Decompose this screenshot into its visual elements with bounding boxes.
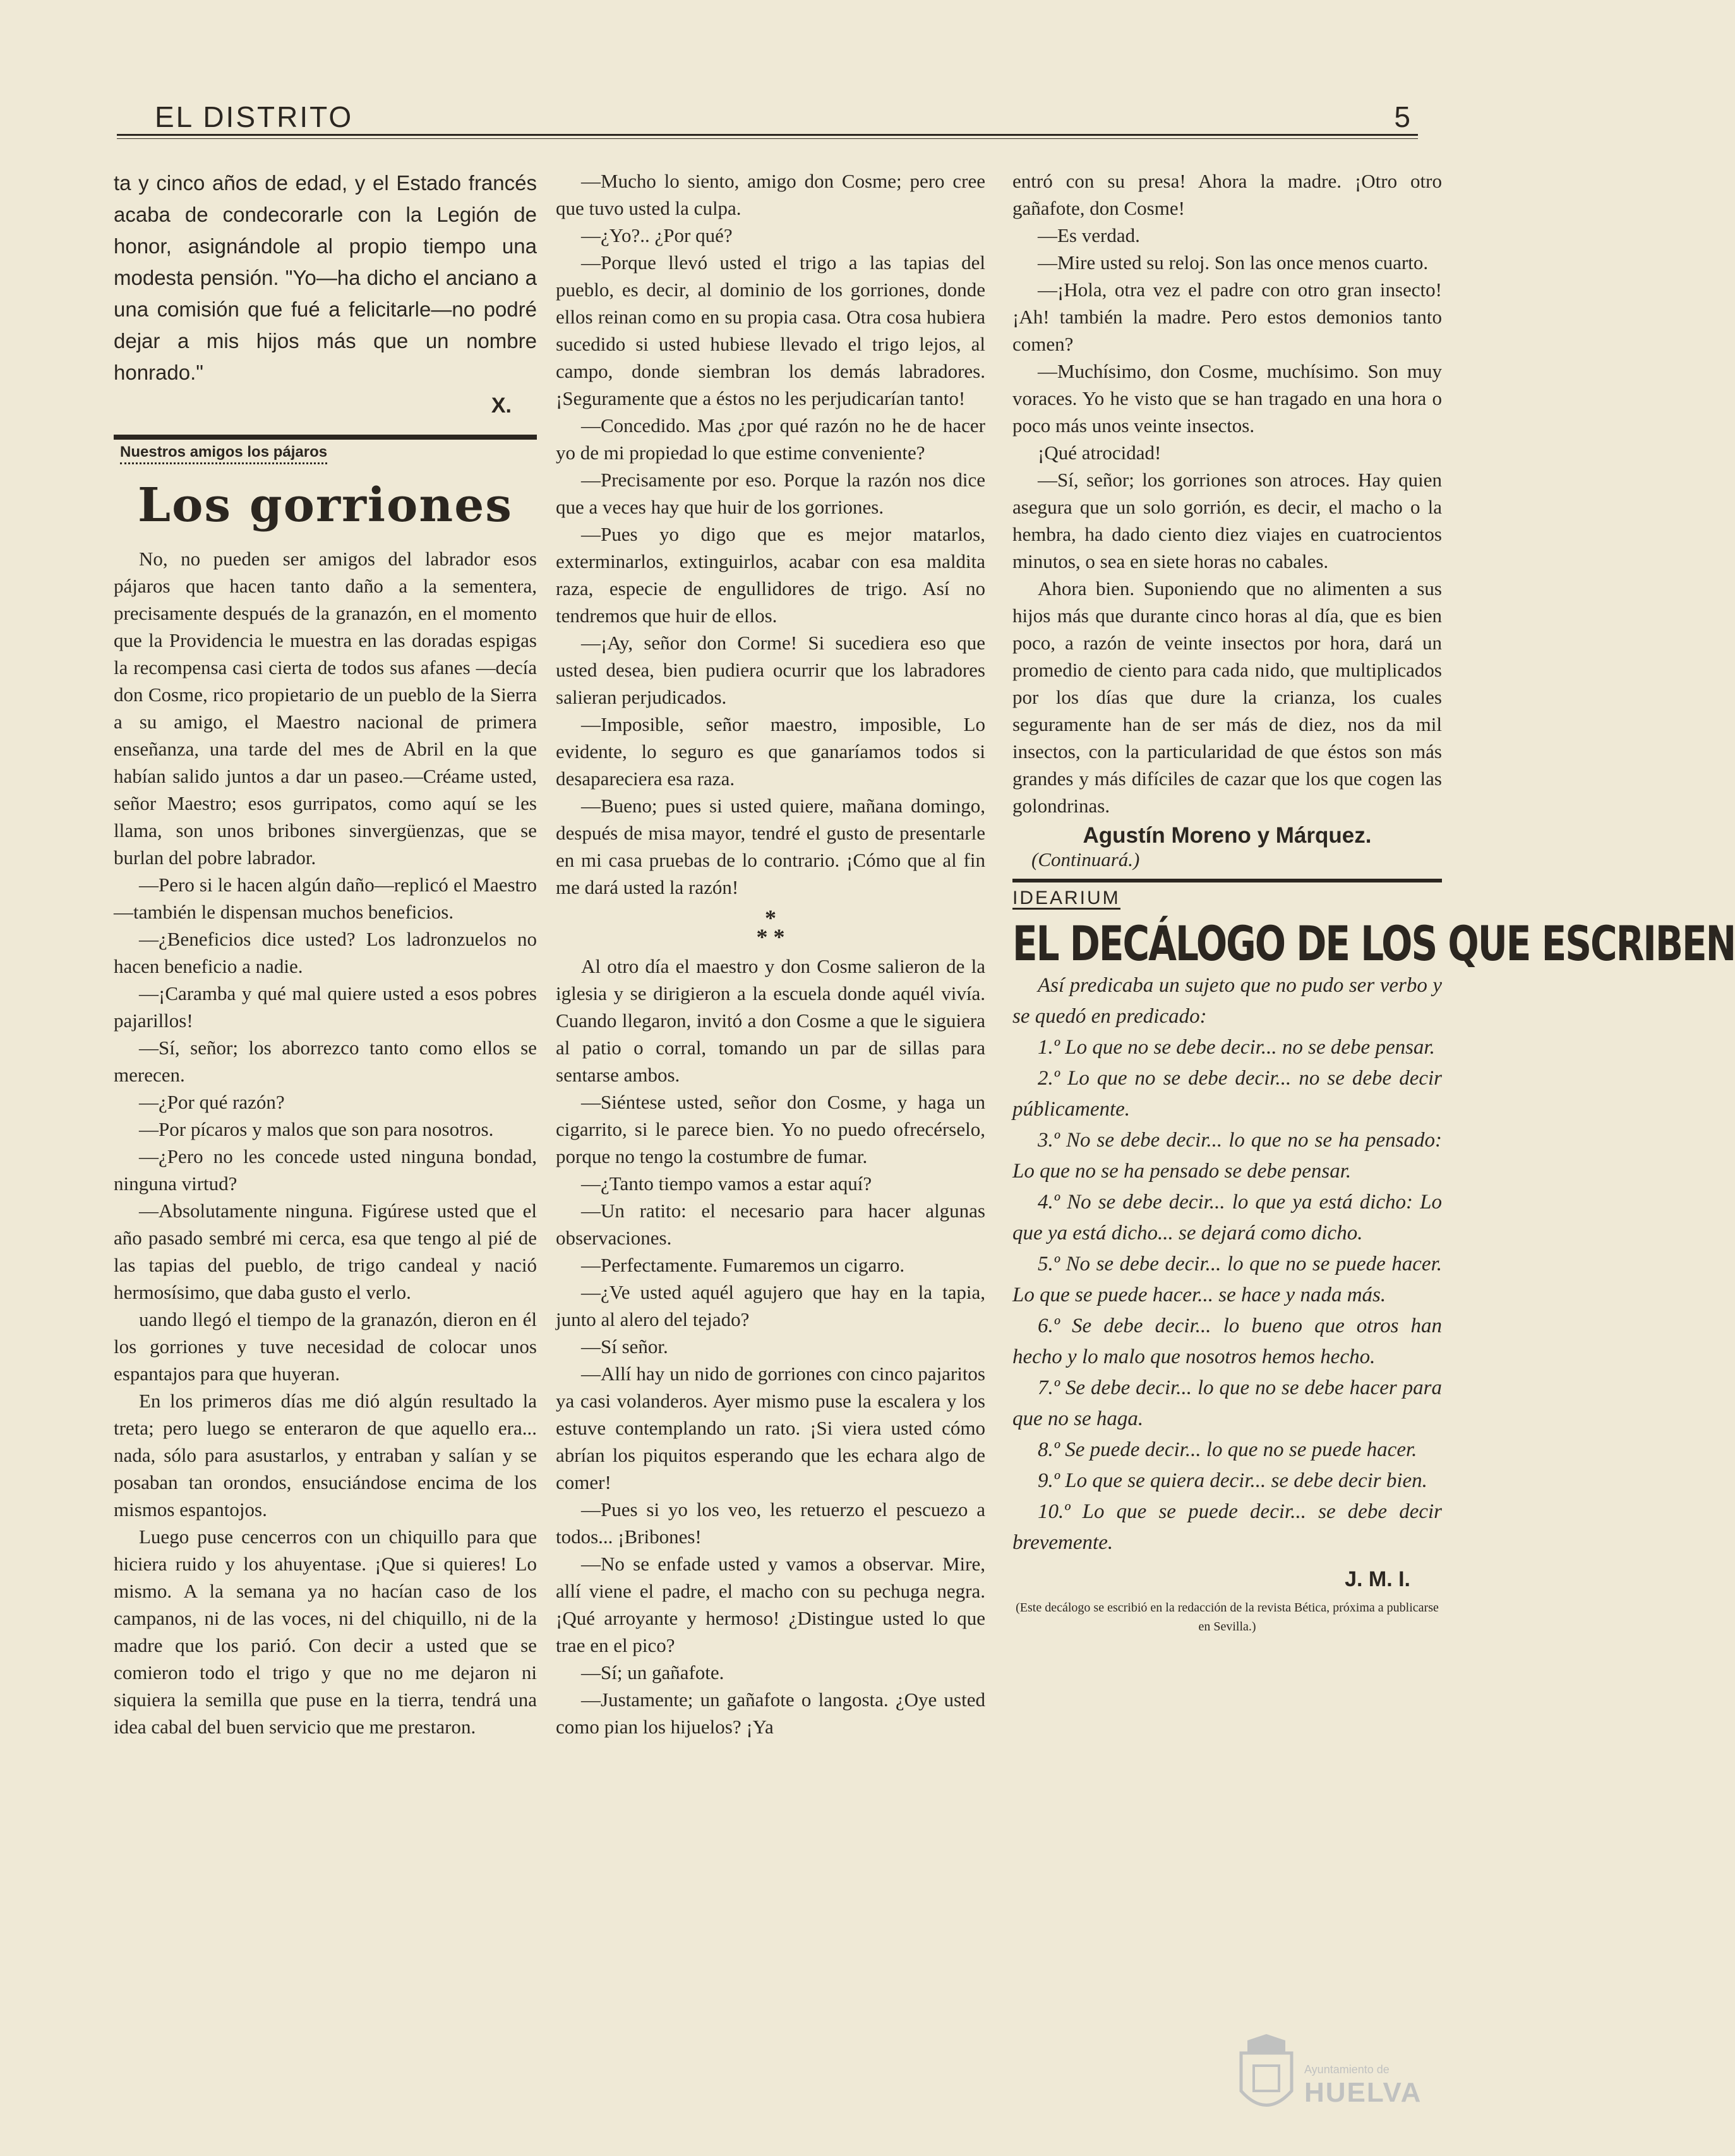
article-paragraph: —Sí señor. — [581, 1335, 668, 1358]
section-break-stars: * * * — [756, 905, 785, 949]
article-paragraph: ¡Qué atrocidad! — [1038, 442, 1162, 464]
article-paragraph: —Precisamente por eso. Porque la razón nos dice que a veces hay que huir de los gorriones. — [556, 469, 985, 518]
header-rule-thin — [117, 138, 1418, 139]
article-paragraph: Ahora bien. Suponiendo que no alimenten a sus hijos más que durante cinco horas al día, que es bien poco, a razón de veinte insectos por hora, dará un promedio de ciento para cada nido, que multiplicados por los días que dure la crianza, los cuales seguramente han de ser más de diez, nos da mil insectos, con la particularidad de que éstos son más grandes y más difíciles de cazar que los que cogen las golondrinas. — [1012, 577, 1442, 817]
article-paragraph: —Pero si le hacen algún daño—replicó el Maestro—también le dispensan muchos beneficios. — [114, 874, 537, 923]
newspaper-title: EL DISTRITO — [155, 100, 354, 133]
decalogue-item: 3.º No se debe decir... lo que no se ha pensado: Lo que no se ha pensado se debe pensar. — [1012, 1129, 1442, 1183]
article-paragraph: —¡Caramba y qué mal quiere usted a esos pobres pajarillos! — [114, 982, 537, 1032]
article-paragraph: —Mucho lo siento, amigo don Cosme; pero cree que tuvo usted la culpa. — [556, 170, 985, 219]
watermark-line2: HUELVA — [1304, 2077, 1422, 2108]
article-body — [114, 545, 537, 1740]
decalogue-item: 1.º Lo que no se debe decir... no se debe pensar. — [1038, 1036, 1435, 1059]
article-paragraph: —Por pícaros y malos que son para nosotros. — [139, 1118, 494, 1140]
article-headline: EL DECÁLOGO DE LOS QUE ESCRIBEN — [1012, 916, 1735, 972]
intro-signature: X. — [491, 394, 512, 418]
decalogue-footnote: (Este decálogo se escribió en la redacción de la revista Bética, próxima a publicarse en Sevilla.) — [1016, 1601, 1439, 1634]
page-number: 5 — [1394, 100, 1410, 133]
article-paragraph: —Un ratito: el necesario para hacer algunas observaciones. — [556, 1200, 985, 1249]
article-paragraph: —Pues yo digo que es mejor matarlos, exterminarlos, extinguirlos, acabar con esa maldita raza, especie de engullidores de trigo. Así no tendremos que huir de ellos. — [556, 523, 985, 627]
article-headline: Los gorriones — [138, 478, 513, 533]
article-paragraph: —Porque llevó usted el trigo a las tapias del pueblo, es decir, al dominio de los gorriones, donde ellos reinan como en su propia casa. Otra cosa hubiera sucedido si usted hubiese llevado el trigo lejos, al campo, donde siembran los demás labradores. ¡Seguramente que a éstos no les perjudicarían tanto! — [556, 251, 985, 409]
article-paragraph: —Concedido. Mas ¿por qué razón no he de hacer yo de mi propiedad lo que estime conveniente? — [556, 414, 985, 464]
article-paragraph: —Absolutamente ninguna. Figúrese usted que el año pasado sembré mi cerca, esa que tengo al pié de las tapias del pueblo, de trigo candeal y nació hermosísimo, que daba gusto el verlo. — [114, 1200, 537, 1303]
huelva-watermark-logo — [1235, 2034, 1443, 2129]
decalogue-list — [1012, 970, 1442, 1558]
article-paragraph: —¿Pero no les concede usted ninguna bondad, ninguna virtud? — [114, 1145, 537, 1195]
article-paragraph: —Perfectamente. Fumaremos un cigarro. — [581, 1254, 905, 1276]
article-paragraph: entró con su presa! Ahora la madre. ¡Otro otro gañafote, don Cosme! — [1012, 170, 1442, 219]
decalogue-signature: J. M. I. — [1345, 1567, 1410, 1591]
intro-paragraph: ta y cinco años de edad, y el Estado francés acaba de condecorarle con la Legión de honor, asignándole al propio tiempo una modesta pensión. "Yo—ha dicho el anciano a una comisión que fué a felicitarle—no podré dejar a mis hijos más que un nombre honrado." — [114, 171, 537, 384]
article-paragraph: —¿Beneficios dice usted? Los ladronzuelos no hacen beneficio a nadie. — [114, 928, 537, 977]
article-paragraph: —Pues si yo los veo, les retuerzo el pescuezo a todos... ¡Bribones! — [556, 1498, 985, 1548]
article-paragraph: —Imposible, señor maestro, imposible, Lo evidente, lo seguro es que ganaríamos todos si desapareciera esa raza. — [556, 713, 985, 790]
section-label: Nuestros amigos los pájaros — [120, 443, 327, 464]
article-paragraph: —¿Ve usted aquél agujero que hay en la tapia, junto al alero del tejado? — [556, 1281, 985, 1330]
section-label: IDEARIUM — [1012, 888, 1120, 908]
article-paragraph: —No se enfade usted y vamos a observar. Mire, allí viene el padre, el macho con su pechuga negra. ¡Qué arroyante y hermoso! ¿Distingue usted lo que trae en el pico? — [556, 1553, 985, 1656]
article-paragraph: —¿Por qué razón? — [139, 1091, 285, 1113]
article-paragraph: —Sí; un gañafote. — [581, 1661, 724, 1683]
decalogue-item: 10.º Lo que se puede decir... se debe decir brevemente. — [1012, 1500, 1442, 1554]
article-paragraph: Luego puse cencerros con un chiquillo para que hiciera ruido y los ahuyentase. ¡Que si quieres! Lo mismo. A la semana ya no hacían caso de los campanos, ni de las voces, ni del chiquillo, ni de la madre que los parió. Con decir a usted que se comieron todo el trigo y que no me dejaron ni siquiera la semilla que puse en la tierra, tendrá una idea cabal del buen servicio que me prestaron. — [114, 1526, 537, 1738]
page-header — [117, 100, 1418, 138]
coat-of-arms-icon — [1235, 2034, 1298, 2123]
article-author: Agustín Moreno y Márquez. — [1083, 823, 1372, 848]
article-paragraph: —Mire usted su reloj. Son las once menos cuarto. — [1038, 251, 1429, 274]
article-paragraph: —Allí hay un nido de gorriones con cinco pajaritos ya casi volanderos. Ayer mismo puse la escalera y los estuve contemplando un rato. ¡Si viera usted cómo abrían los piquitos esperando que les echara algo de comer! — [556, 1363, 985, 1493]
article-paragraph: Al otro día el maestro y don Cosme salieron de la iglesia y se dirigieron a la escuela donde aquél vivía. Cuando llegaron, invitó a don Cosme a que le siguiera al patio o corral, tomando un par de sillas para sentarse ambos. — [556, 955, 985, 1086]
decalogue-item: 9.º Lo que se quiera decir... se debe decir bien. — [1038, 1469, 1427, 1492]
previous-article-ending — [114, 167, 537, 418]
column-3 — [1012, 167, 1735, 1636]
article-paragraph: No, no pueden ser amigos del labrador esos pájaros que hacen tanto daño a la sementera, precisamente después de la granazón, en el momento que la Providencia le muestra en las doradas espigas la recompensa casi cierta de todos sus afanes —decía don Cosme, rico propietario de un pueblo de la Sierra a su amigo, el Maestro nacional de primera enseñanza, una tarde del mes de Abril en la que habían salido juntos a dar un paseo.—Créame usted, señor Maestro; esos gurripatos, como aquí se les llama, son unos bribones sinvergüenzas, que se burlan del pobre labrador. — [114, 548, 537, 869]
article-paragraph: —Justamente; un gañafote o langosta. ¿Oye usted como pian los hijuelos? ¡Ya — [556, 1689, 985, 1738]
column-1 — [114, 167, 537, 1740]
article-paragraph: —Sí, señor; los aborrezco tanto como ellos se merecen. — [114, 1037, 537, 1086]
continued-note: (Continuará.) — [1031, 848, 1140, 870]
article-paragraph: —Sí, señor; los gorriones son atroces. Hay quien asegura que un solo gorrión, es decir, el macho o la hembra, ha dado ciento diez viajes en cuatrocientos minutos, o sea en siete horas no cabales. — [1012, 469, 1442, 572]
article-paragraph: —¿Tanto tiempo vamos a estar aquí? — [581, 1172, 872, 1195]
column-2 — [556, 167, 985, 1740]
article-separator — [1012, 879, 1442, 882]
article-paragraph: —Bueno; pues si usted quiere, mañana domingo, después de misa mayor, tendré el gusto de presentarle en mi casa pruebas de lo contrario. ¡Cómo que al fin me dará usted la razón! — [556, 795, 985, 898]
watermark-line1: Ayuntamiento de — [1304, 2063, 1390, 2076]
article-paragraph: —¡Ay, señor don Corme! Si sucediera eso que usted desea, bien pudiera ocurrir que los labradores salieran perjudicados. — [556, 632, 985, 708]
header-rule — [117, 134, 1418, 136]
decalogue-item: 4.º No se debe decir... lo que ya está dicho: Lo que ya está dicho... se dejará como dicho. — [1012, 1191, 1442, 1244]
decalogue-item: 8.º Se puede decir... lo que no se puede hacer. — [1038, 1438, 1417, 1461]
article-paragraph: uando llegó el tiempo de la granazón, dieron en él los gorriones y tuve necesidad de colocar unos espantajos para que huyeran. — [114, 1308, 537, 1385]
decalogue-item: 2.º Lo que no se debe decir... no se debe decir públicamente. — [1012, 1067, 1442, 1121]
article-paragraph: —¡Hola, otra vez el padre con otro gran insecto! ¡Ah! también la madre. Pero estos demonios tanto comen? — [1012, 279, 1442, 355]
decalogue-item: 5.º No se debe decir... lo que no se puede hacer. Lo que se puede hacer... se hace y nada más. — [1012, 1253, 1442, 1306]
article-paragraph: —Muchísimo, don Cosme, muchísimo. Son muy voraces. Yo he visto que se han tragado en una hora o poco más unos veinte insectos. — [1012, 360, 1442, 437]
article-separator — [114, 435, 537, 440]
article-paragraph: —Es verdad. — [1038, 224, 1140, 246]
article-paragraph: —Siéntese usted, señor don Cosme, y haga un cigarrito, si le parece bien. Yo no puedo ofrecérselo, porque no tengo la costumbre de fumar. — [556, 1091, 985, 1167]
decalogue-intro: Así predicaba un sujeto que no pudo ser verbo y se quedó en predicado: — [1012, 974, 1442, 1028]
article-paragraph: En los primeros días me dió algún resultado la treta; pero luego se enteraron de que aquello era... nada, sólo para asustarlos, y entraban y salían y se posaban tan orondos, ensuciándose encima de los mismos espantojos. — [114, 1390, 537, 1521]
decalogue-item: 6.º Se debe decir... lo bueno que otros han hecho y lo malo que nosotros hemos hecho. — [1012, 1315, 1442, 1368]
decalogue-item: 7.º Se debe decir... lo que no se debe hacer para que no se haga. — [1012, 1376, 1442, 1430]
article-paragraph: —¿Yo?.. ¿Por qué? — [581, 224, 733, 246]
